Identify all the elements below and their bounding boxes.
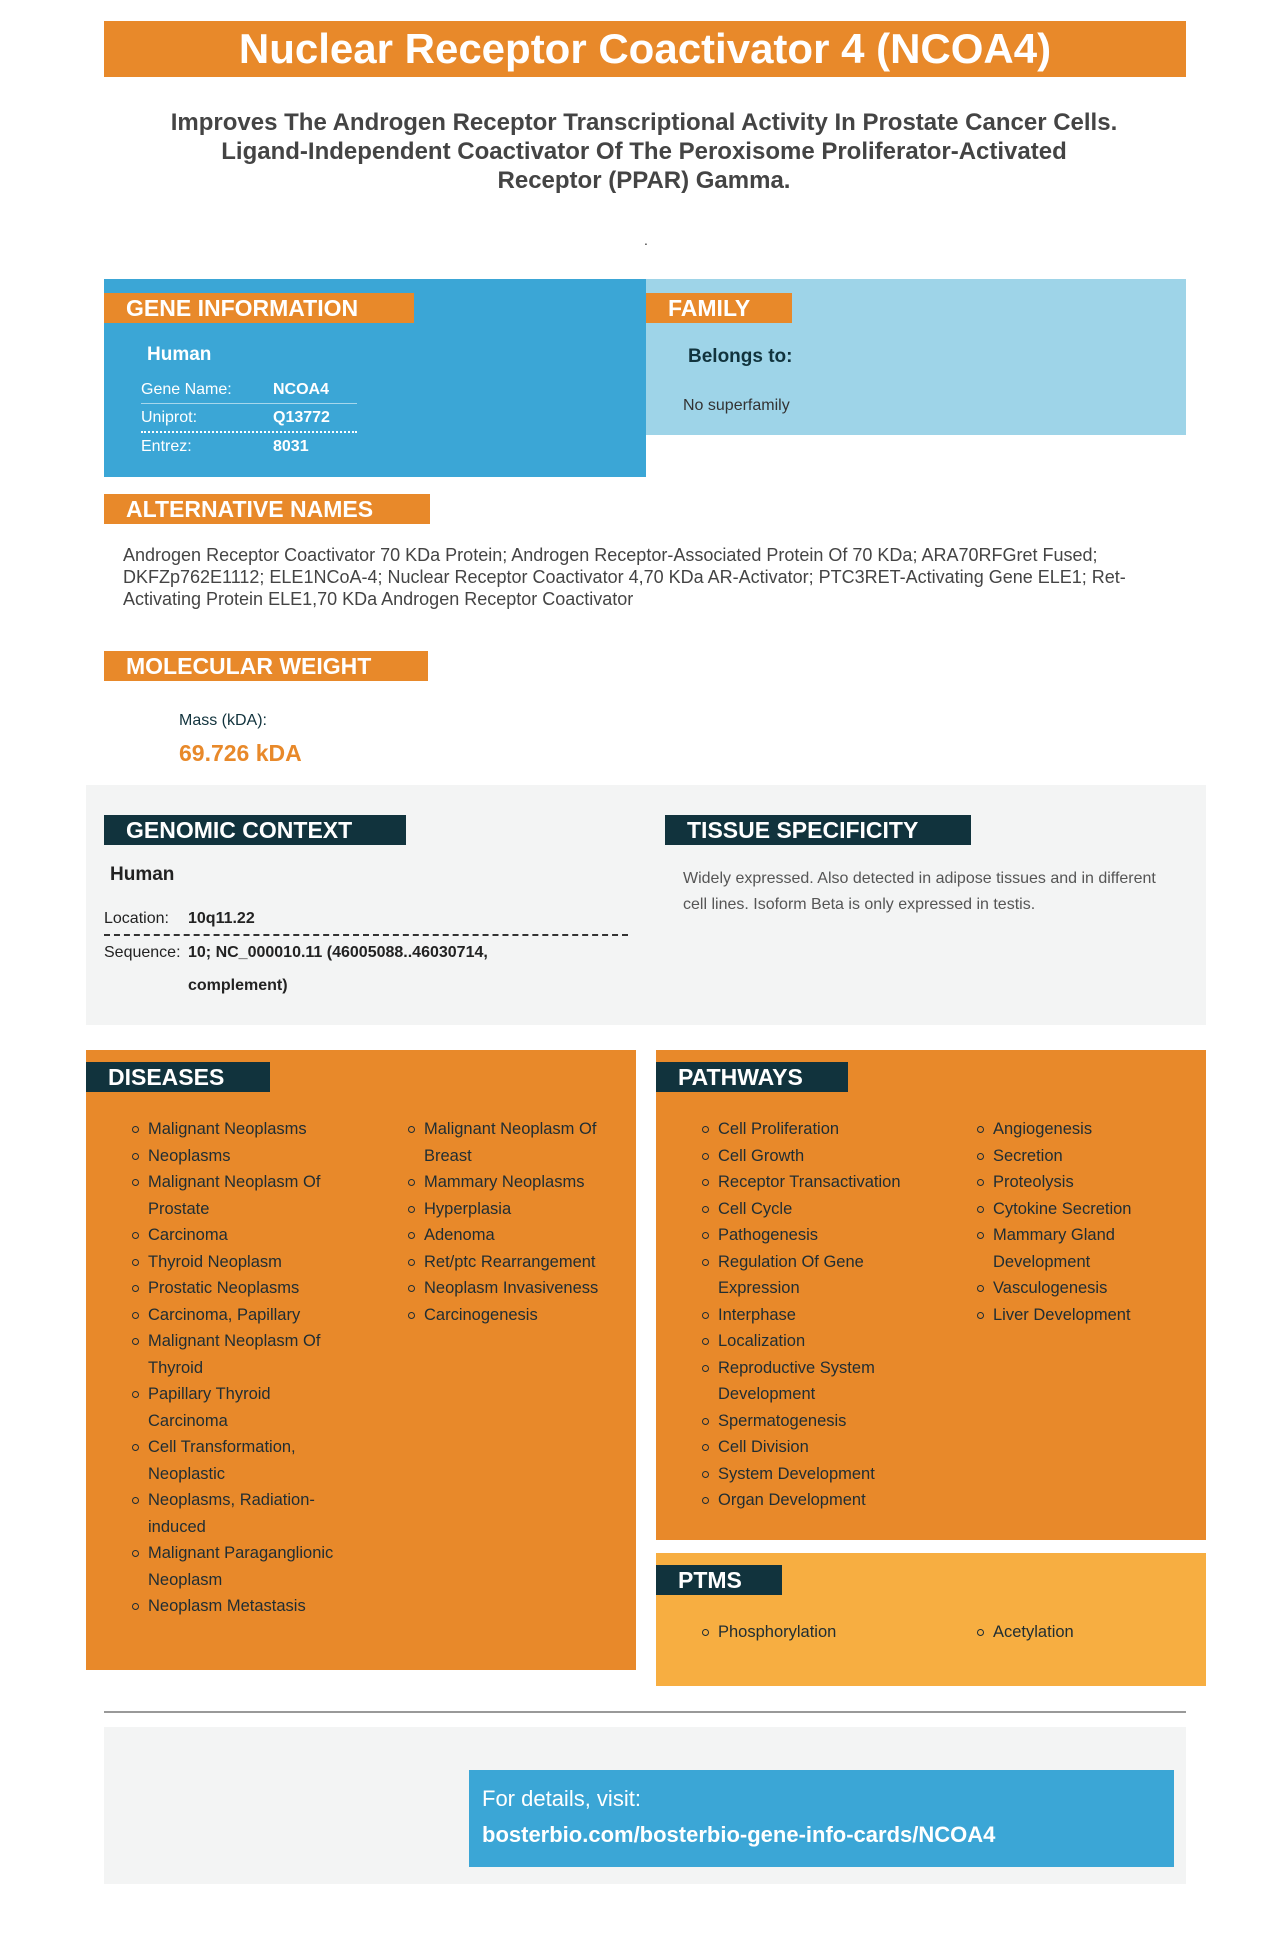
pathways-list-item: Reproductive System Development	[718, 1355, 928, 1408]
entrez-label: Entrez:	[141, 437, 192, 455]
tissue-specificity-text: Widely expressed. Also detected in adipose tissues and in different cell lines. Isoform Beta is only expressed in testis.	[683, 870, 1156, 913]
diseases-list-item: Malignant Neoplasm Of Prostate	[148, 1169, 348, 1222]
pathways-list-item: Liver Development	[993, 1302, 1193, 1329]
diseases-list-col2	[424, 1116, 624, 1328]
genomic-context-heading: GENOMIC CONTEXT	[104, 815, 406, 845]
summary-line: Improves The Androgen Receptor Transcriptional Activity In Prostate Cancer Cells.	[170, 109, 1118, 136]
pathways-list-item: Cell Division	[718, 1434, 928, 1461]
uniprot-row[interactable]	[141, 404, 357, 433]
ptms-list-col2	[993, 1619, 1193, 1646]
diseases-list-col1	[148, 1116, 348, 1620]
pathways-list-item: Cell Proliferation	[718, 1116, 928, 1143]
pathways-list-item: System Development	[718, 1461, 928, 1488]
gene-name-value: NCOA4	[273, 380, 330, 398]
entrez-row	[141, 433, 357, 460]
diseases-list-item: Neoplasm Invasiveness	[424, 1275, 624, 1302]
pathways-list-item: Cell Cycle	[718, 1196, 928, 1223]
diseases-list-item: Hyperplasia	[424, 1196, 624, 1223]
pathways-list-item: Cytokine Secretion	[993, 1196, 1193, 1223]
pathways-list-item: Secretion	[993, 1143, 1193, 1170]
pathways-list-item: Regulation Of Gene Expression	[718, 1249, 928, 1302]
diseases-list-item: Neoplasms, Radiation-induced	[148, 1487, 348, 1540]
entrez-value: 8031	[273, 437, 309, 455]
gene-summary	[120, 108, 1168, 195]
gene-name-label: Gene Name:	[141, 380, 232, 398]
ptms-list-item: Phosphorylation	[718, 1619, 918, 1646]
diseases-list-item: Adenoma	[424, 1222, 624, 1249]
molecular-weight-heading: MOLECULAR WEIGHT	[104, 651, 428, 681]
diseases-list-item: Malignant Neoplasms	[148, 1116, 348, 1143]
pathways-list-item: Organ Development	[718, 1487, 928, 1514]
gene-name-row	[141, 376, 357, 404]
location-row	[104, 904, 628, 936]
diseases-list-item: Prostatic Neoplasms	[148, 1275, 348, 1302]
sequence-row	[104, 936, 628, 1002]
pathways-list-item: Proteolysis	[993, 1169, 1193, 1196]
family-value: No superfamily	[683, 397, 790, 414]
diseases-list-item: Cell Transformation, Neoplastic	[148, 1434, 348, 1487]
pathways-list-col2	[993, 1116, 1193, 1328]
separator-dot: .	[644, 232, 648, 248]
diseases-list-item: Mammary Neoplasms	[424, 1169, 624, 1196]
gene-species: Human	[147, 344, 212, 365]
pathways-list-item: Vasculogenesis	[993, 1275, 1193, 1302]
diseases-list-item: Malignant Neoplasm Of Thyroid	[148, 1328, 348, 1381]
summary-line: Receptor (PPAR) Gamma.	[497, 167, 791, 194]
diseases-list-item: Neoplasm Metastasis	[148, 1593, 348, 1620]
diseases-list-item: Neoplasms	[148, 1143, 348, 1170]
diseases-panel	[86, 1050, 636, 1670]
pathways-list-item: Spermatogenesis	[718, 1408, 928, 1435]
diseases-list-item: Carcinoma	[148, 1222, 348, 1249]
pathways-list-item: Receptor Transactivation	[718, 1169, 928, 1196]
pathways-heading: PATHWAYS	[656, 1062, 848, 1092]
pathways-list-item: Localization	[718, 1328, 928, 1355]
diseases-list-item: Malignant Neoplasm Of Breast	[424, 1116, 624, 1169]
pathways-list-col1	[718, 1116, 928, 1514]
page-title: Nuclear Receptor Coactivator 4 (NCOA4)	[104, 21, 1186, 77]
uniprot-label: Uniprot:	[141, 408, 198, 426]
location-value: 10q11.22	[188, 910, 255, 927]
divider	[104, 1711, 1186, 1713]
tissue-specificity-heading: TISSUE SPECIFICITY	[665, 815, 971, 845]
pathways-list-item: Cell Growth	[718, 1143, 928, 1170]
diseases-list-item: Carcinoma, Papillary	[148, 1302, 348, 1329]
gene-information-heading: GENE INFORMATION	[104, 293, 414, 323]
summary-line: Ligand-Independent Coactivator Of The Peroxisome Proliferator-Activated	[221, 138, 1067, 165]
genomic-species: Human	[110, 864, 175, 885]
pathways-list-item: Mammary Gland Development	[993, 1222, 1193, 1275]
location-label: Location:	[104, 910, 169, 927]
family-belongs-label: Belongs to:	[688, 346, 793, 367]
diseases-heading: DISEASES	[86, 1062, 270, 1092]
ptms-heading: PTMS	[656, 1565, 782, 1595]
details-url-link[interactable]: bosterbio.com/bosterbio-gene-info-cards/NCOA4	[482, 1822, 996, 1847]
family-heading: FAMILY	[646, 293, 792, 323]
diseases-list-item: Carcinogenesis	[424, 1302, 624, 1329]
diseases-list-item: Ret/ptc Rearrangement	[424, 1249, 624, 1276]
sequence-label: Sequence:	[104, 944, 181, 961]
pathways-list-item: Interphase	[718, 1302, 928, 1329]
pathways-list-item: Angiogenesis	[993, 1116, 1193, 1143]
details-link-box[interactable]	[469, 1770, 1174, 1867]
diseases-list-item: Malignant Paraganglionic Neoplasm	[148, 1540, 348, 1593]
pathways-list-item: Pathogenesis	[718, 1222, 928, 1249]
ptms-panel	[656, 1553, 1206, 1686]
alternative-names-heading: ALTERNATIVE NAMES	[104, 494, 430, 524]
diseases-list-item: Papillary Thyroid Carcinoma	[148, 1381, 348, 1434]
gene-info-table	[141, 376, 357, 460]
alternative-names-text: Androgen Receptor Coactivator 70 KDa Protein; Androgen Receptor-Associated Protein Of 70 KDa; ARA70RFGret Fused; DKFZp762E1112; ELE1NCoA-4; Nuclear Receptor Coactivator 4,70 KDa AR-Activator; PTC3RET-Activating Gene ELE1; Ret-Activating Protein ELE1,70 KDa Androgen Receptor Coactivator	[123, 545, 1126, 609]
uniprot-link[interactable]: Q13772	[273, 408, 330, 426]
pathways-panel	[656, 1050, 1206, 1540]
ptms-list-item: Acetylation	[993, 1619, 1193, 1646]
mass-value: 69.726 kDA	[179, 740, 302, 766]
details-label: For details, visit:	[482, 1786, 641, 1811]
ptms-list-col1	[718, 1619, 918, 1646]
sequence-value: 10; NC_000010.11 (46005088..46030714, complement)	[188, 944, 488, 994]
mass-label: Mass (kDA):	[179, 712, 267, 729]
diseases-list-item: Thyroid Neoplasm	[148, 1249, 348, 1276]
